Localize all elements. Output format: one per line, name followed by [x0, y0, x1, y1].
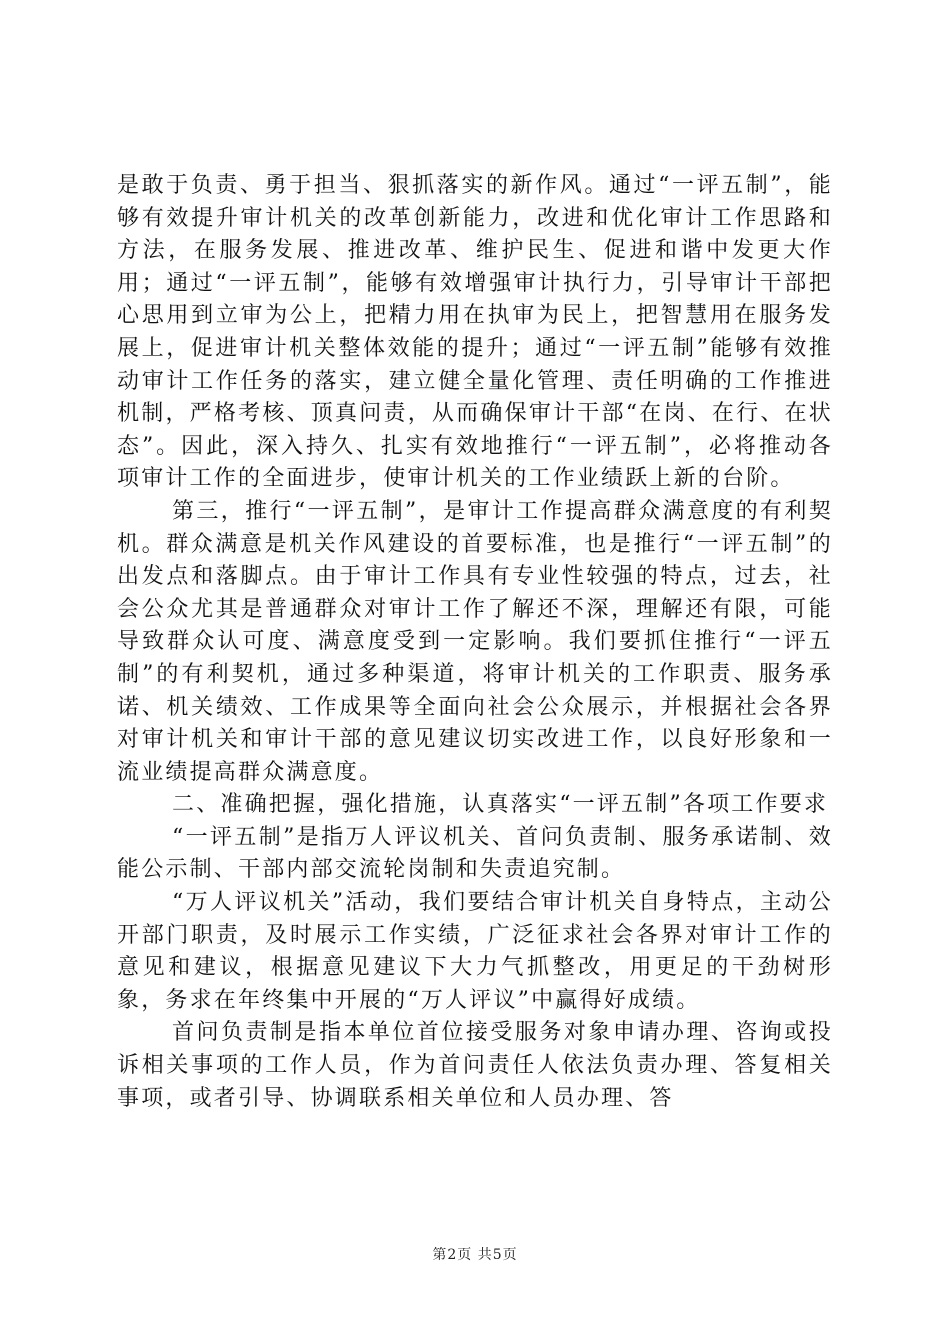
paragraph-first-inquiry: 首问负责制是指本单位首位接受服务对象申请办理、咨询或投诉相关事项的工作人员，作为首问责任人依法负责办理、答复相关事项，或者引导、协调联系相关单位和人员办理、答: [117, 1020, 833, 1111]
paragraph-third-point: 第三，推行“一评五制”，是审计工作提高群众满意度的有利契机。群众满意是机关作风建设的首要标准，也是推行“一评五制”的出发点和落脚点。由于审计工作具有专业性较强的特点，过去，社会公众尤其是普通群众对审计工作了解还不深，理解还有限，可能导致群众认可度、满意度受到一定影响。我们要抓住推行“一评五制”的有利契机，通过多种渠道，将审计机关的工作职责、服务承诺、机关绩效、工作成果等全面向社会公众展示，并根据社会各界对审计机关和审计干部的意见建议切实改进工作，以良好形象和一流业绩提高群众满意度。: [117, 498, 833, 785]
section-heading: 二、准确把握，强化措施，认真落实“一评五制”各项工作要求: [172, 792, 829, 818]
paragraph-definition: “一评五制”是指万人评议机关、首问负责制、服务承诺制、效能公示制、干部内部交流轮岗制和失责追究制。: [117, 824, 833, 883]
paragraph-evaluation: “万人评议机关”活动，我们要结合审计机关自身特点，主动公开部门职责，及时展示工作实绩，广泛征求社会各界对审计工作的意见和建议，根据意见建议下大力气抓整改，用更足的干劲树形象，务求在年终集中开展的“万人评议”中赢得好成绩。: [117, 890, 833, 1013]
paragraph-continuation: 是敢于负责、勇于担当、狠抓落实的新作风。通过“一评五制”，能够有效提升审计机关的改革创新能力，改进和优化审计工作思路和方法，在服务发展、推进改革、维护民生、促进和谐中发更大作用；通过“一评五制”，能够有效增强审计执行力，引导审计干部把心思用到立审为公上，把精力用在执审为民上，把智慧用在服务发展上，促进审计机关整体效能的提升；通过“一评五制”能够有效推动审计工作任务的落实，建立健全量化管理、责任明确的工作推进机制，严格考核、顶真问责，从而确保审计干部“在岗、在行、在状态”。因此，深入持久、扎实有效地推行“一评五制”，必将推动各项审计工作的全面进步，使审计机关的工作业绩跃上新的台阶。: [117, 173, 833, 492]
document-body: [117, 170, 833, 1115]
page-number: 第2页 共5页: [432, 1247, 518, 1263]
